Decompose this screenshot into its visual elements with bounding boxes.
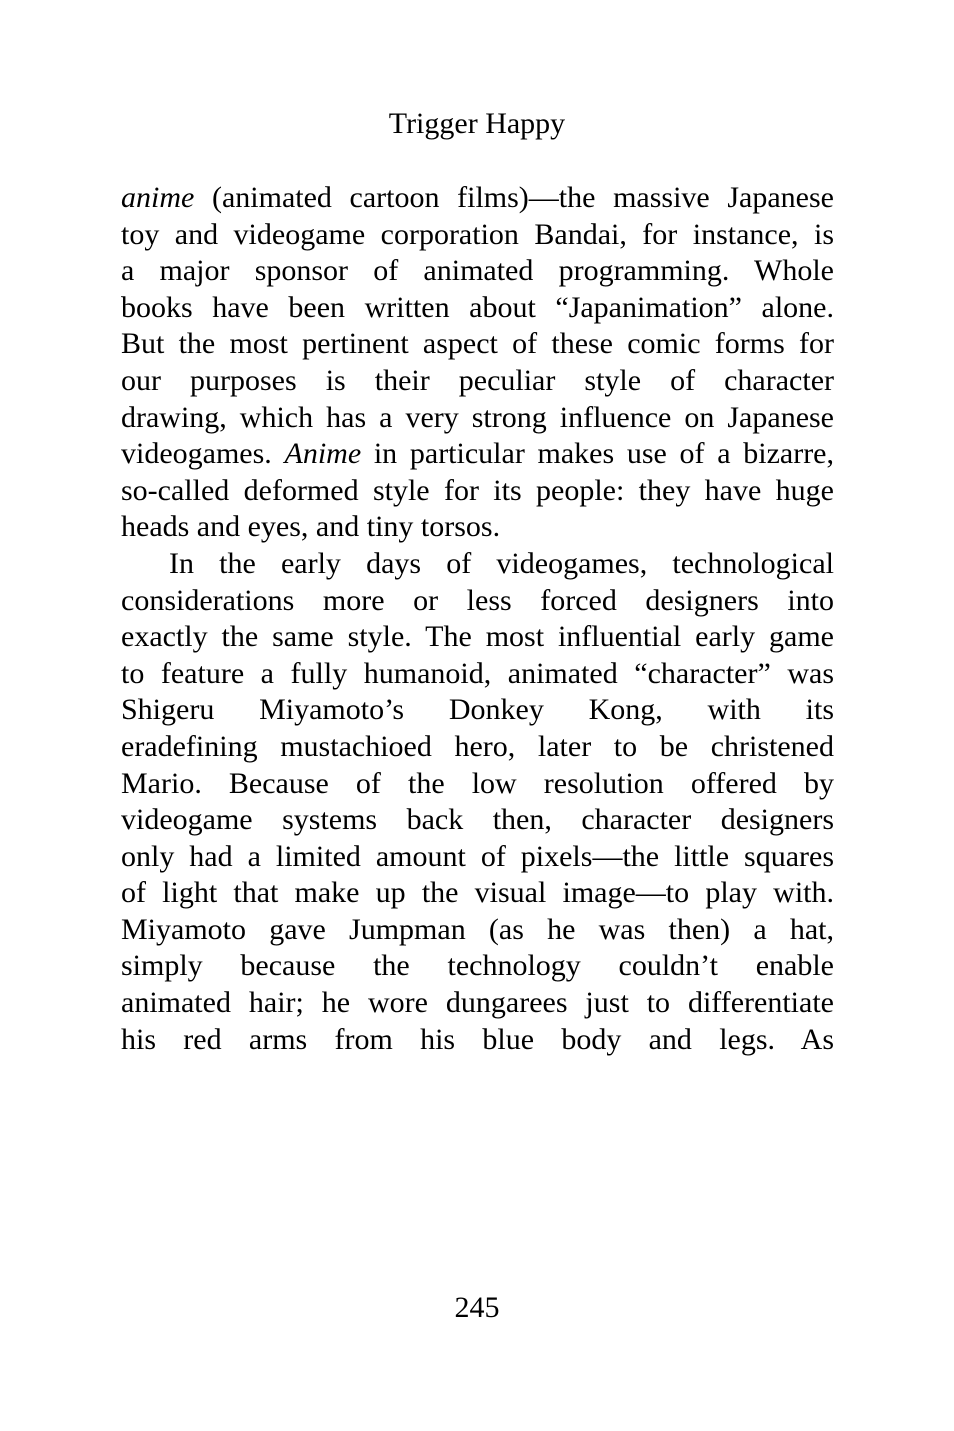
page-number: 245 (454, 1291, 500, 1324)
text-line: anime (animated cartoon films)—the massive Japanese (121, 181, 834, 214)
text-line: a major sponsor of animated programming. Whole (121, 254, 834, 288)
paragraph-2 (121, 546, 834, 1058)
text-line: books have been written about “Japanimation” alone. (121, 290, 834, 324)
text-line: But the most pertinent aspect of these comic forms for (121, 327, 834, 361)
text-line: exactly the same style. The most influential early game (121, 620, 834, 654)
text-line: drawing, which has a very strong influence on Japanese (121, 400, 834, 434)
text-line: videogames. Anime in particular makes use of a bizarre, (121, 437, 834, 471)
text-line: to feature a fully humanoid, animated “character” was (121, 656, 834, 690)
text-line: Mario. Because of the low resolution offered by (121, 766, 834, 800)
text-line: toy and videogame corporation Bandai, for instance, is (121, 217, 834, 251)
text-line: of light that make up the visual image—to play with. (121, 876, 834, 910)
running-head-title: Trigger Happy (388, 107, 566, 140)
text-line: our purposes is their peculiar style of character (121, 363, 834, 397)
text-line: heads and eyes, and tiny torsos. (121, 510, 501, 544)
text-line: eradefining mustachioed hero, later to be christened (121, 729, 834, 763)
text-line: simply because the technology couldn’t enable (121, 949, 834, 983)
italic-term: anime (121, 181, 195, 214)
text-line: his red arms from his blue body and legs. As (121, 1022, 834, 1056)
body-text (121, 180, 834, 1058)
italic-term: Anime (284, 437, 362, 471)
text-line: Miyamoto gave Jumpman (as he was then) a hat, (121, 912, 834, 946)
text-line: Shigeru Miyamoto’s Donkey Kong, with its (121, 693, 834, 727)
text-line: only had a limited amount of pixels—the little squares (121, 839, 834, 873)
text-line: so-called deformed style for its people: they have huge (121, 473, 834, 507)
text-line: videogame systems back then, character designers (121, 803, 834, 837)
text-line: considerations more or less forced designers into (121, 583, 834, 617)
text-line: animated hair; he wore dungarees just to differentiate (121, 986, 834, 1020)
paragraph-1 (121, 180, 834, 546)
text-line: In the early days of videogames, technological (169, 546, 834, 580)
